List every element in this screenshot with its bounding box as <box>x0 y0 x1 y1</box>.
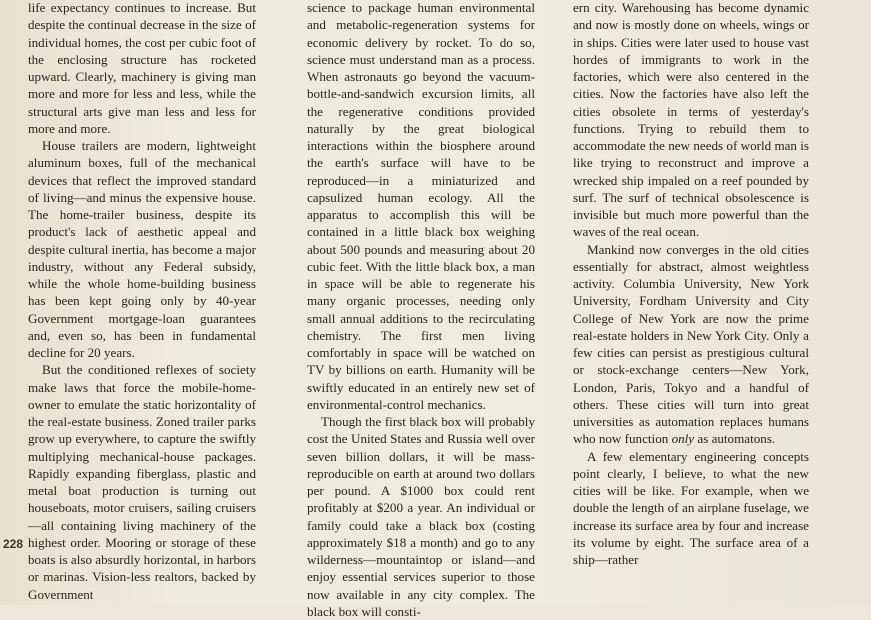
text-column-right <box>573 0 809 568</box>
paragraph: House trailers are modern, lightweight aluminum boxes, full of the mechanical devices that reflect the improved standard of living—and minus the expensive house. The home-trailer business, despite its product's lack of aesthetic appeal and despite cultural inertia, has become a major industry, without any Federal subsidy, while the whole home-building business has been kept going only by 40-year Government mortgage-loan guarantees and, even so, has been in fundamental decline for 20 years. <box>28 138 256 360</box>
text-column-left <box>28 0 256 603</box>
emphasis: only <box>671 431 695 447</box>
paragraph: life expectancy continues to increase. But despite the continual decrease in the size of individual homes, the cost per cubic foot of the enclosing structure has rocketed upward. Clearly, machinery is giving man more and more for less and less, while the structural arts give man less and less for more and more. <box>28 0 256 136</box>
paragraph: science to package human environmental and metabolic-regeneration systems for economic delivery by rocket. To do so, science must understand man as a process. When astronauts go beyond the vacuum-bottle-and-sandwich excursion limits, all the regenerative conditions provided naturally by the great biological interactions within the biosphere around the earth's surface will have to be reproduced—in a miniaturized and capsulized human ecology. All the apparatus to accomplish this will be contained in a little black box weighing about 500 pounds and measuring about 20 cubic feet. With the little black box, a man in space will be able to regenerate his many organic processes, needing only small annual additions to the recirculating chemistry. The first men living comfortably in space will be watched on TV by billions on earth. Humanity will be swiftly educated in an entirely new set of environmental-control mechanics. <box>307 0 535 412</box>
text-column-middle <box>307 0 535 620</box>
page-number: 228 <box>3 537 24 551</box>
paragraph: But the conditioned reflexes of society make laws that force the mobile-home-owner to emulate the static horizontality of the real-estate business. Zoned trailer parks grow up everywhere, to capture the swiftly multiplying mechanical-house packages. Rapidly expanding fiberglass, plastic and metal boat production is turning out houseboats, motor cruisers, sailing cruisers—all containing living machinery of the highest order. Mooring or storage of these boats is also absurdly horizontal, in harbors or marinas. Vision-less realtors, backed by Government <box>28 362 257 602</box>
paragraph: Mankind now converges in the old cities essentially for abstract, almost weightless activity. Columbia University, New York University, Fordham University and City College of New York are now the prime real-estate holders in New York City. Only a few cities can persist as prestigious cultural or stock-exchange centers—New York, London, Paris, Tokyo and a handful of others. These cities will turn into great universities as automation replaces humans who now function only as automatons. <box>573 241 809 447</box>
paragraph: Though the first black box will probably cost the United States and Russia well over seven billion dollars, it will be mass-reproducible on earth at around two dollars per pound. A $1000 box could rent profitably at $200 a year. An individual or family could take a black box (costing approximately $18 a month) and go to any wilderness—mountaintop or island—and enjoy essential services superior to those now available in any city complex. The black box will consti- <box>307 414 535 619</box>
paragraph: ern city. Warehousing has become dynamic and now is mostly done on wheels, wings or in ships. Cities were later used to house vast hordes of immigrants to work in the factories, which were also centered in the cities. Now the factories have also left the cities obsolete in terms of yesterday's functions. Trying to rebuild them to accommodate the new needs of world man is like trying to reconstruct and improve a wrecked ship impaled on a reef pounded by surf. The surf of technical obsolescence is invisible but much more powerful than the waves of the real ocean. <box>573 0 809 240</box>
paragraph: A few elementary engineering concepts point clearly, I believe, to what the new cities will be like. For example, when we double the length of an airplane fuselage, we increase its surface area by four and increase its volume by eight. The surface area of a ship—rather <box>573 448 809 567</box>
